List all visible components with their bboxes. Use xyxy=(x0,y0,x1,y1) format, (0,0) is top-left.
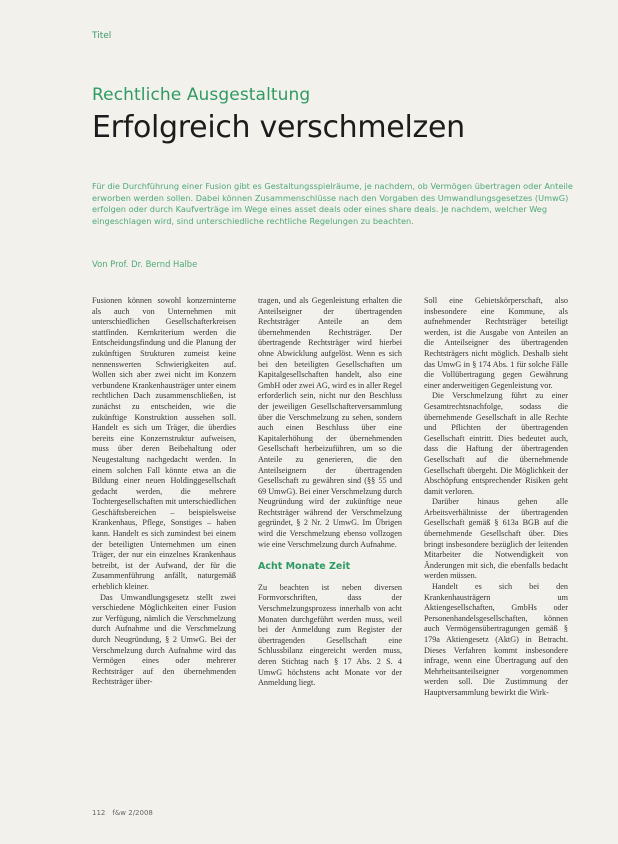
body-paragraph: Das Umwandlungsgesetz stellt zwei verschiedene Möglichkeiten einer Fusion zur Verfügung, nämlich die Verschmelzung durch Aufnahme und die Verschmelzung durch Neugründung, § 2 UmwG. Bei der Verschmelzung durch Aufnahme wird das Vermögen eines oder mehrerer Rechtsträger auf den übernehmenden Rechtsträger über- xyxy=(92,592,236,687)
body-paragraph: Fusionen können sowohl konzerninterne als auch von Unternehmen mit unterschiedlichen Gesellschafterkreisen stattfinden. Kernkriterium werden die Entscheidungsfindung und die Planung der zukünftigen Strukturen zumeist keine nennenswerten Schwierigkeiten auf. Wollen sich aber zwei nicht im Konzern verbundene Krankenhausträger unter einem rechtlichen Dach zusammenschließen, ist zunächst zu entscheiden, wie die zukünftige Konstruktion aussehen soll. Handelt es sich um Träger, die überdies bereits eine Konzernstruktur aufweisen, muss über deren Beibehaltung oder Neugestaltung nachgedacht werden. In einem solchen Fall könnte etwa an die Bildung einer neuen Holdinggesellschaft gedacht werden, die mehrere Tochtergesellschaften mit unterschiedlichen Geschäftsbereichen – beispielsweise Krankenhaus, Pflege, Sonstiges – haben kann. Handelt es sich zumindest bei einem der beteiligten Unternehmen um einen Träger, der nur ein einzelnes Krankenhaus betreibt, ist der Aufwand, der für die Zusammenführung anfällt, naturgemäß erheblich kleiner. xyxy=(92,296,236,592)
body-paragraph: Darüber hinaus gehen alle Arbeitsverhältnisse der übertragenden Gesellschaft gemäß § 613a BGB auf die übernehmende Gesellschaft über. Dies bringt insbesondere bezüglich der leitenden Mitarbeiter die Notwendigkeit von Änderungen mit sich, die ebenfalls bedacht werden müssen. xyxy=(424,497,568,581)
body-paragraph: Zu beachten ist neben diversen Formvorschriften, dass der Verschmelzungsprozess innerhalb von acht Monaten durchgeführt werden muss, weil bei der Anmeldung zum Register der übertragenden Gesellschaft eine Schlussbilanz eingereicht werden muss, deren Stichtag nach § 17 Abs. 2 S. 4 UmwG höchstens acht Monate vor der Anmeldung liegt. xyxy=(258,582,402,688)
magazine-name: f&w 2/2008 xyxy=(112,809,153,817)
body-paragraph: tragen, und als Gegenleistung erhalten die Anteilseigner der übertragenden Rechtsträger Anteile an dem übernehmenden Rechtsträger. Der übertragende Rechtsträger wird hierbei ohne Abwicklung aufgelöst. Wenn es sich bei den beteiligten Gesellschaften um Kapitalgesellschaften handelt, also eine GmbH oder zwei AG, wird es in aller Regel erforderlich sein, nicht nur den Beschluss der jeweiligen Gesellschafterversammlung über die Verschmelzung zu sehen, sondern auch einen Beschluss über eine Kapitalerhöhung der übernehmenden Gesellschaft herbeizuführen, um so die Anteile zu generieren, die den Anteilseignern der übertragenden Gesellschaft zu gewähren sind (§§ 55 und 69 UmwG). Bei einer Verschmelzung durch Neugründung wird der zukünftige neue Rechtsträger während der Verschmelzung gegründet, § 2 Nr. 2 UmwG. Im Übrigen wird die Verschmelzung ebenso vollzogen wie eine Verschmelzung durch Aufnahme. xyxy=(258,296,402,549)
kicker: Rechtliche Ausgestaltung xyxy=(92,85,311,105)
section-label: Titel xyxy=(92,31,112,41)
subheading: Acht Monate Zeit xyxy=(258,561,351,573)
author-byline: Von Prof. Dr. Bernd Halbe xyxy=(92,259,198,269)
headline: Erfolgreich verschmelzen xyxy=(92,110,465,145)
lead-text: Für die Durchführung einer Fusion gibt es Gestaltungsspielräume, je nachdem, ob Vermögen übertragen oder Anteile erworben werden sollen. Dabei können Zusammenschlüsse nach den Vorgaben des Umwandlungsgesetzes (UmwG) erfolgen oder durch Kaufverträge im Wege eines asset deals oder eines share deals. Je nachdem, welcher Weg eingeschlagen wird, sind unterschiedliche rechtliche Regelungen zu beachten. xyxy=(92,181,573,226)
page-number: 112 xyxy=(92,809,106,817)
body-column-3 xyxy=(424,296,568,699)
body-paragraph: Die Verschmelzung führt zu einer Gesamtrechtsnachfolge, sodass die übernehmende Gesellschaft in alle Rechte und Pflichten der übertragenden Gesellschaft eintritt. Dies bedeutet auch, dass die Haftung der übertragenden Gesellschaft auf die übernehmende Gesellschaft übergeht. Die Möglichkeit der Abschöpfung entsprechender Risiken geht damit verloren. xyxy=(424,391,568,496)
body-column-1 xyxy=(92,296,236,688)
lead-paragraph xyxy=(92,181,578,227)
body-paragraph: Soll eine Gebietskörperschaft, also insbesondere eine Kommune, als aufnehmender Rechtsträger beteiligt werden, ist die Ausgabe von Anteilen an die Anteilseigner des übertragenden Rechtsträgers nicht möglich. Deshalb sieht das UmwG in § 174 Abs. 1 für solche Fälle die Vollübertragung gegen Gewährung einer anderweitigen Gegenleistung vor. xyxy=(424,296,568,390)
body-column-2 xyxy=(258,296,402,689)
body-paragraph: Handelt es sich bei den Krankenhausträgern um Aktiengesellschaften, GmbHs oder Personenhandelsgesellschaften, können auch Vermögensübertragungen gemäß § 179a Aktiengesetz (AktG) in Betracht. Dieses Verfahren kommt insbesondere infrage, wenn eine Übertragung auf den Mehrheitsanteilseigner vorgenommen werden soll. Die Zustimmung der Hauptversammlung bewirkt die Wirk- xyxy=(424,582,568,697)
page-footer xyxy=(92,809,153,817)
